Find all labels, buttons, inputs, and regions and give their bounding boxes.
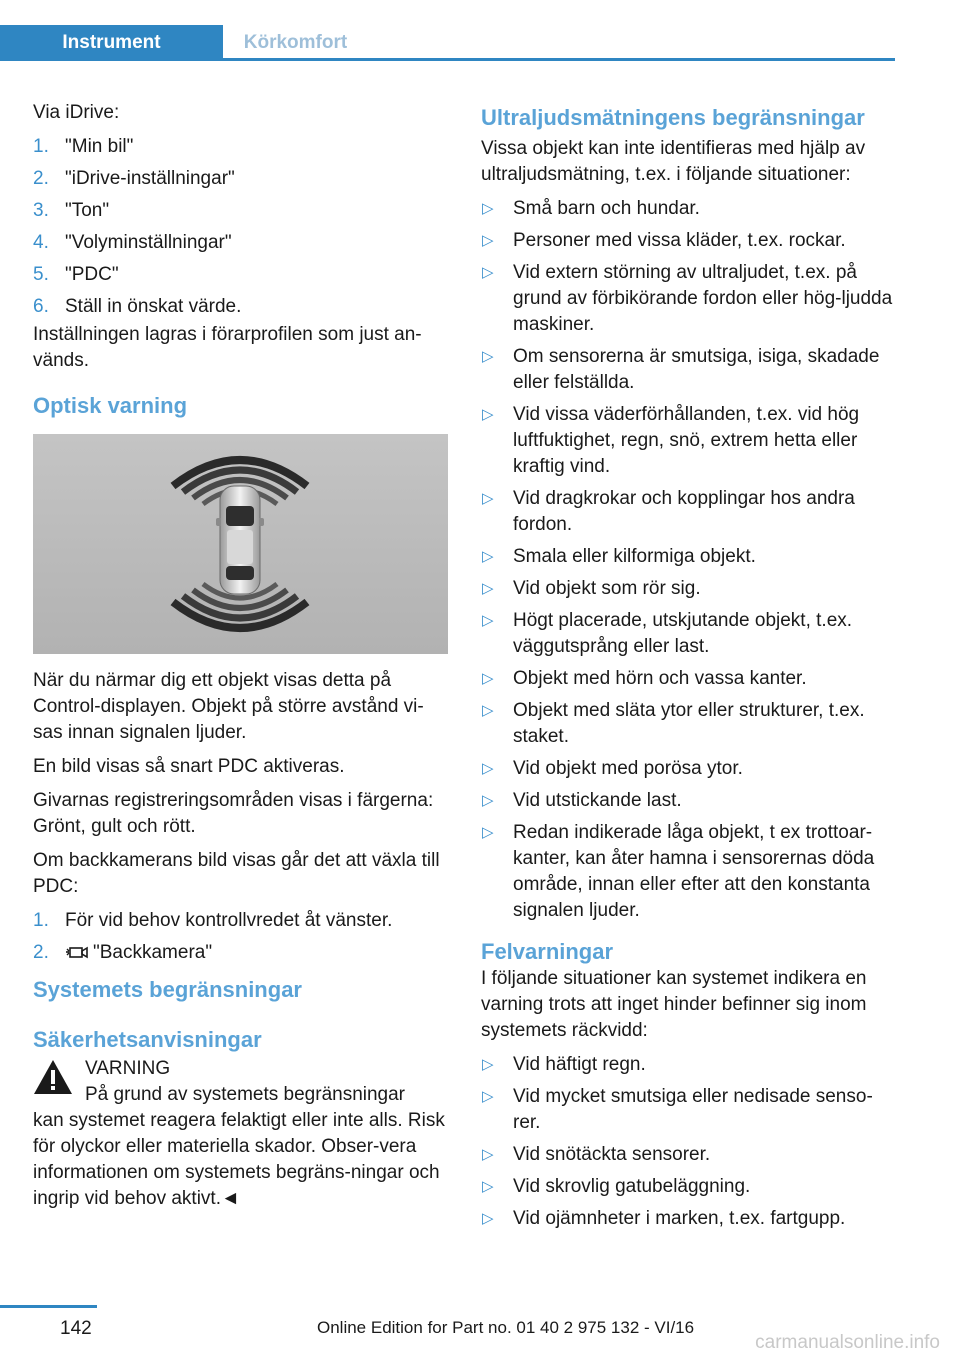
sensor-colors-text: Givarnas registreringsområden visas i färgerna: Grönt, gult och rött. [33,790,434,837]
list-item: 1. För vid behov kontrollvredet åt vänster. [33,910,393,931]
bullet-triangle-icon: ▷ [482,1146,494,1163]
list-item: ▷ Objekt med hörn och vassa kanter. [481,666,896,692]
list-item: ▷ Vid extern störning av ultraljudet, t.ex. på grund av förbikörande fordon eller hög-ljudda maskiner. [482,262,893,335]
ultra-limitations-list [481,196,896,924]
list-item: ▷ Vid vissa väderförhållanden, t.ex. vid hög luftfuktighet, regn, snö, extrem hetta eller kraftig vind. [482,404,860,477]
false-warnings-list [481,1052,896,1232]
list-item: ▷ Om sensorerna är smutsiga, isiga, skadade eller felställda. [482,346,880,393]
tab-instrument[interactable]: Instrument [0,25,223,61]
list-item: ▷ Vid mycket smutsiga eller nedisade senso-rer. [482,1086,873,1133]
bullet-triangle-icon: ▷ [482,1088,494,1105]
bullet-triangle-icon: ▷ [482,348,494,365]
heading-systemets-begransningar: Systemets begränsningar [33,977,302,1002]
left-column [33,100,448,1212]
list-item: ▷ Objekt med släta ytor eller strukturer, t.ex. staket. [482,700,865,747]
list-item: 6. Ställ in önskat värde. [33,296,242,317]
backcamera-switch-text: Om backkamerans bild visas går det att växla till PDC: [33,850,440,897]
bullet-triangle-icon: ▷ [482,264,494,281]
idrive-intro: Via iDrive: [33,102,120,123]
backcamera-steps [33,908,448,966]
warning-box [33,1056,448,1212]
page-number: 142 [60,1318,92,1339]
heading-sakerhetsanvisningar: Säkerhetsanvisningar [33,1027,262,1052]
warning-body: kan systemet reagera felaktigt eller inte alls. Risk för olyckor eller materiella skador. Obser-vera informationen om systemets begräns-ningar och ingrip vid behov aktivt.◄ [33,1110,445,1209]
bullet-triangle-icon: ▷ [482,670,494,687]
list-item: ▷ Vid skrovlig gatubeläggning. [481,1174,896,1200]
list-item: ▷ Vid häftigt regn. [481,1052,896,1078]
camera-icon [65,943,89,961]
list-item: ▷ Personer med vissa kläder, t.ex. rockar. [481,228,896,254]
edition-text: Online Edition for Part no. 01 40 2 975 132 - VI/16 [317,1318,695,1337]
warning-first-line: På grund av systemets begränsningar [85,1084,406,1105]
approach-text: När du närmar dig ett objekt visas detta på Control-displayen. Objekt på större avstånd vi-sas innan signalen ljuder. [33,670,424,743]
bullet-triangle-icon: ▷ [482,548,494,565]
setting-saved-text: Inställningen lagras i förarprofilen som just an-vänds. [33,324,422,371]
list-item: ▷ Redan indikerade låga objekt, t ex trottoar-kanter, kan åter hamna i sensorernas döda område, innan eller efter att den konstanta signalen ljuder. [482,822,875,921]
bullet-triangle-icon: ▷ [482,1178,494,1195]
bullet-triangle-icon: ▷ [482,490,494,507]
list-item: ▷ Vid ojämnheter i marken, t.ex. fartgupp. [481,1206,896,1232]
bullet-triangle-icon: ▷ [482,612,494,629]
bullet-triangle-icon: ▷ [482,1056,494,1073]
heading-ultraljud: Ultraljudsmätningens begränsningar [481,105,865,130]
heading-optisk-varning: Optisk varning [33,393,188,418]
list-item: 2. "Backkamera" [33,942,213,963]
right-column [481,100,896,1238]
list-item: 3. "Ton" [33,200,110,221]
pdc-activated-text: En bild visas så snart PDC aktiveras. [33,756,345,777]
tab-korkomfort[interactable]: Körkomfort [243,32,348,53]
bullet-triangle-icon: ▷ [482,232,494,249]
list-item: 4. "Volyminställningar" [33,232,232,253]
list-item: ▷ Smala eller kilformiga objekt. [481,544,896,570]
bullet-triangle-icon: ▷ [482,702,494,719]
header-tabs [0,25,895,61]
list-item: 1. "Min bil" [33,136,134,157]
bullet-triangle-icon: ▷ [482,406,494,423]
bullet-triangle-icon: ▷ [482,200,494,217]
warning-title: VARNING [85,1058,171,1079]
pdc-display-figure [33,434,448,654]
fel-intro: I följande situationer kan systemet indikera en varning trots att inget hinder befinner sig inom systemets räckvidd: [481,968,867,1041]
list-item: ▷ Vid dragkrokar och kopplingar hos andra fordon. [482,488,855,535]
bullet-triangle-icon: ▷ [482,580,494,597]
list-item: ▷ Vid objekt som rör sig. [481,576,896,602]
footer-rule [0,1305,97,1308]
bullet-triangle-icon: ▷ [482,1210,494,1227]
watermark: carmanualsonline.info [755,1332,940,1353]
list-item: ▷ Vid snötäckta sensorer. [481,1142,896,1168]
header-rule [0,58,895,61]
list-item: ▷ Vid objekt med porösa ytor. [481,756,896,782]
bullet-triangle-icon: ▷ [482,824,494,841]
bullet-triangle-icon: ▷ [482,792,494,809]
warning-triangle-icon [33,1059,73,1095]
list-item: 2. "iDrive-inställningar" [33,168,235,189]
ultra-intro: Vissa objekt kan inte identifieras med hjälp av ultraljudsmätning, t.ex. i följande situationer: [481,138,866,185]
list-item: ▷ Små barn och hundar. [481,196,896,222]
idrive-steps [33,134,448,320]
bullet-triangle-icon: ▷ [482,760,494,777]
heading-felvarningar: Felvarningar [481,939,614,964]
list-item: ▷ Högt placerade, utskjutande objekt, t.ex. väggutsprång eller last. [482,610,853,657]
pdc-car-illustration [33,434,448,654]
list-item: 5. "PDC" [33,264,119,285]
list-item: ▷ Vid utstickande last. [481,788,896,814]
